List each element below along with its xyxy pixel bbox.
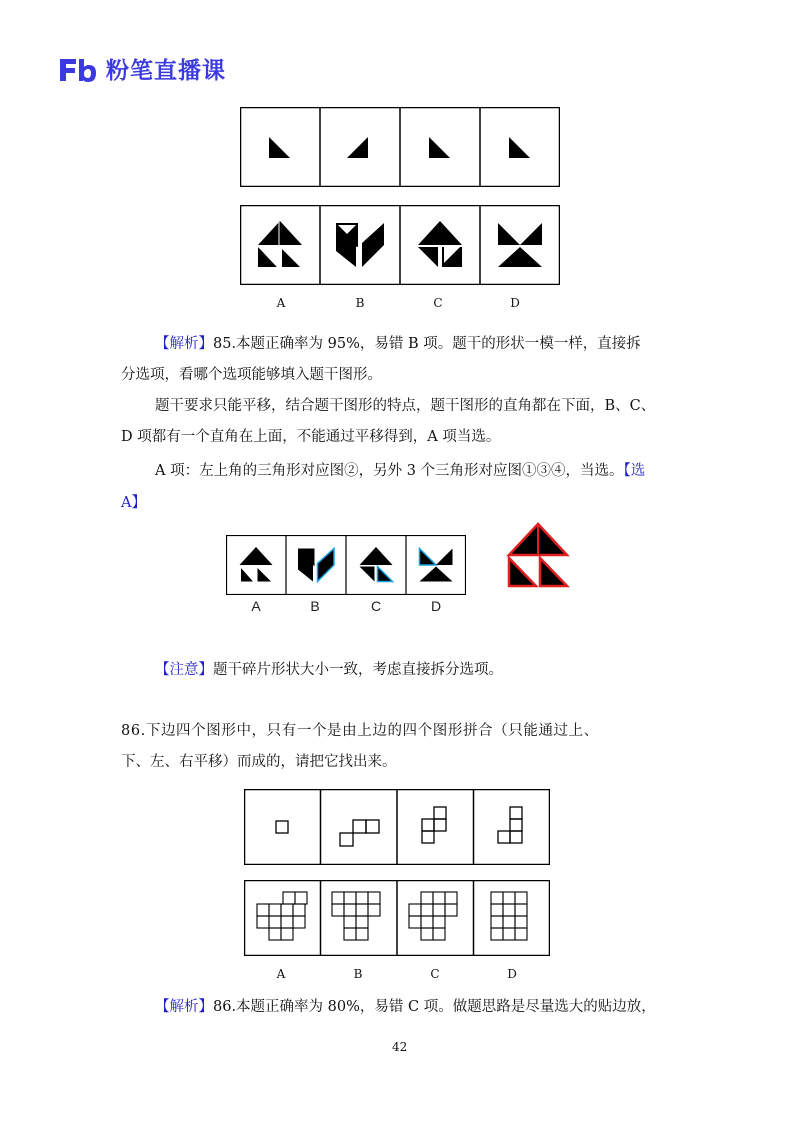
q85-analysis-label-b: B <box>310 598 320 614</box>
analysis-85-a-text: A 项：左上角的三角形对应图②，另外 3 个三角形对应图①③④，当选。 <box>155 463 624 479</box>
q86-option-label-b: B <box>353 967 363 981</box>
q85-analysis-figure <box>226 535 466 595</box>
q86-stem-line-2: 下、左、右平移）而成的，请把它找出来。 <box>121 754 397 770</box>
q86-stem-figure <box>244 789 550 865</box>
note-text: 题干碎片形状大小一致，考虑直接拆分选项。 <box>213 662 503 678</box>
note-line <box>155 657 715 684</box>
note-tag: 【注意】 <box>155 662 213 678</box>
q85-option-label-a: A <box>276 296 286 310</box>
logo-text: 粉笔直播课 <box>106 58 226 84</box>
analysis-85-line-5 <box>155 458 695 485</box>
analysis-85-line-3: 题干要求只能平移，结合题干图形的特点，题干图形的直角都在下面，B、C、 <box>155 398 656 414</box>
q86-option-label-a: A <box>276 967 286 981</box>
q85-options-figure <box>240 205 560 285</box>
q85-analysis-label-d: D <box>430 598 442 614</box>
q86-options-figure <box>244 880 550 956</box>
analysis-85-line-6: A】 <box>121 495 146 511</box>
analysis-tag: 【解析】 <box>155 336 213 352</box>
analysis-85-line-2: 分选项，看哪个选项能够填入题干图形。 <box>121 367 382 383</box>
analysis-85-line-4: D 项都有一个直角在上面，不能通过平移得到，A 项当选。 <box>121 429 501 445</box>
answer-tag: 【选 <box>623 463 646 479</box>
q86-option-label-d: D <box>507 967 517 981</box>
analysis-86-text: 86.本题正确率为 80%，易错 C 项。做题思路是尽量选大的贴边放， <box>213 999 656 1015</box>
analysis-85-line-1 <box>155 331 715 358</box>
q85-option-label-c: C <box>433 296 443 310</box>
page-number: 42 <box>392 1040 408 1054</box>
q85-stem-figure <box>240 107 560 187</box>
analysis-86-tag: 【解析】 <box>155 999 213 1015</box>
analysis-85-text: 85.本题正确率为 95%，易错 B 项。题干的形状一模一样，直接拆 <box>213 336 641 352</box>
q85-analysis-label-a: A <box>251 598 261 614</box>
q85-option-label-b: B <box>355 296 365 310</box>
analysis-86-line <box>155 994 695 1021</box>
q86-stem-line-1: 86.下边四个图形中，只有一个是由上边的四个图形拼合（只能通过上、 <box>121 723 599 739</box>
fenbi-logo-icon <box>58 55 98 83</box>
q85-option-label-d: D <box>510 296 520 310</box>
q85-analysis-label-c: C <box>370 598 382 614</box>
q85-red-highlight-shape <box>503 520 573 590</box>
q86-option-label-c: C <box>430 967 440 981</box>
brand-logo <box>58 52 226 85</box>
